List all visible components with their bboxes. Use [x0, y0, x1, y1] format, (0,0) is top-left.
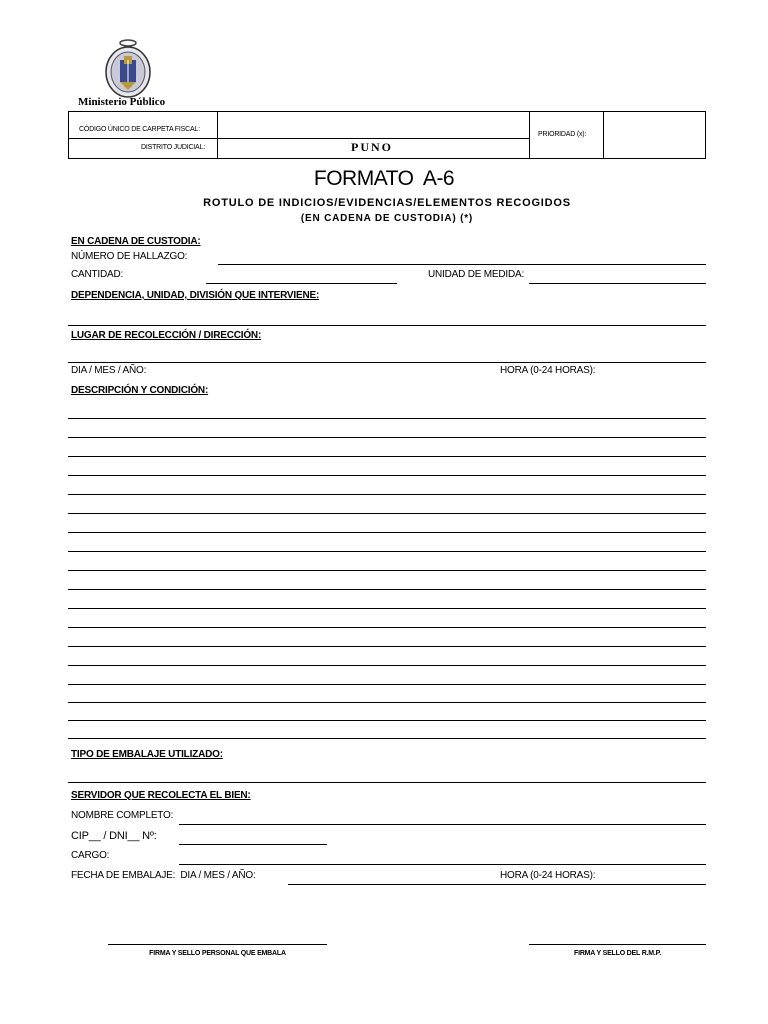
numero-hallazgo-label: NÚMERO DE HALLAZGO:	[71, 251, 188, 262]
firma-personal-embala: FIRMA Y SELLO PERSONAL QUE EMBALA	[149, 950, 286, 957]
cip-dni-field[interactable]	[179, 844, 327, 845]
form-subtitle-2: (EN CADENA DE CUSTODIA) (*)	[300, 213, 474, 224]
cargo-field[interactable]	[179, 864, 706, 865]
nombre-completo-label: NOMBRE COMPLETO:	[71, 810, 174, 821]
descripcion-line[interactable]	[68, 589, 706, 590]
descripcion-line[interactable]	[68, 665, 706, 666]
unidad-medida-field[interactable]	[529, 283, 706, 284]
logo-caption: Ministerio Público	[78, 96, 166, 108]
header-table	[68, 111, 706, 159]
descripcion-line[interactable]	[68, 532, 706, 533]
hora-embalaje-label: HORA (0-24 HORAS):	[500, 870, 596, 881]
fecha-embalaje-label: FECHA DE EMBALAJE: DIA / MES / AÑO:	[71, 870, 256, 881]
signature-line-embala[interactable]	[108, 944, 327, 945]
descripcion-line[interactable]	[68, 475, 706, 476]
cantidad-field[interactable]	[206, 283, 397, 284]
descripcion-line[interactable]	[68, 513, 706, 514]
dependencia-label: DEPENDENCIA, UNIDAD, DIVISIÓN QUE INTERVIENE:	[71, 290, 320, 301]
descripcion-line[interactable]	[68, 684, 706, 685]
descripcion-line[interactable]	[68, 418, 706, 419]
form-title: FORMATO A-6	[313, 167, 455, 190]
descripcion-line[interactable]	[68, 627, 706, 628]
prioridad-label: PRIORIDAD (x):	[538, 131, 587, 138]
tipo-embalaje-field[interactable]	[68, 782, 706, 783]
firma-rmp: FIRMA Y SELLO DEL R.M.P.	[574, 950, 661, 957]
descripcion-line[interactable]	[68, 456, 706, 457]
cantidad-label: CANTIDAD:	[71, 269, 124, 280]
descripcion-line[interactable]	[68, 437, 706, 438]
lugar-recoleccion-label: LUGAR DE RECOLECCIÓN / DIRECCIÓN:	[71, 330, 262, 341]
distrito-judicial-label: DISTRITO JUDICIAL:	[141, 144, 205, 151]
distrito-judicial-value[interactable]: PUNO	[351, 140, 393, 154]
numero-hallazgo-field[interactable]	[218, 264, 706, 265]
hora-label: HORA (0-24 HORAS):	[500, 365, 596, 376]
unidad-medida-label: UNIDAD DE MEDIDA:	[428, 269, 525, 280]
form-subtitle: ROTULO DE INDICIOS/EVIDENCIAS/ELEMENTOS RECOGIDOS	[203, 197, 571, 209]
seal-icon	[100, 38, 156, 100]
descripcion-line[interactable]	[68, 570, 706, 571]
fecha-embalaje-field[interactable]	[288, 884, 706, 885]
carpeta-fiscal-label: CÓDIGO ÚNICO DE CARPETA FISCAL:	[79, 126, 200, 133]
descripcion-label: DESCRIPCIÓN Y CONDICIÓN:	[71, 385, 209, 396]
descripcion-line[interactable]	[68, 720, 706, 721]
ministerio-publico-logo	[100, 38, 156, 100]
section-cadena-custodia: EN CADENA DE CUSTODIA:	[71, 236, 201, 247]
descripcion-line[interactable]	[68, 738, 706, 739]
tipo-embalaje-label: TIPO DE EMBALAJE UTILIZADO:	[71, 749, 223, 760]
descripcion-line[interactable]	[68, 646, 706, 647]
dependencia-field[interactable]	[68, 325, 706, 326]
lugar-recoleccion-field[interactable]	[68, 362, 706, 363]
descripcion-line[interactable]	[68, 608, 706, 609]
signature-line-rmp[interactable]	[529, 944, 706, 945]
cip-dni-label: CIP__ / DNI__ Nº:	[71, 830, 157, 842]
descripcion-line[interactable]	[68, 551, 706, 552]
cargo-label: CARGO:	[71, 850, 110, 861]
servidor-label: SERVIDOR QUE RECOLECTA EL BIEN:	[71, 790, 251, 801]
descripcion-line[interactable]	[68, 494, 706, 495]
fecha-label: DIA / MES / AÑO:	[71, 365, 147, 376]
descripcion-line[interactable]	[68, 702, 706, 703]
nombre-completo-field[interactable]	[179, 824, 706, 825]
